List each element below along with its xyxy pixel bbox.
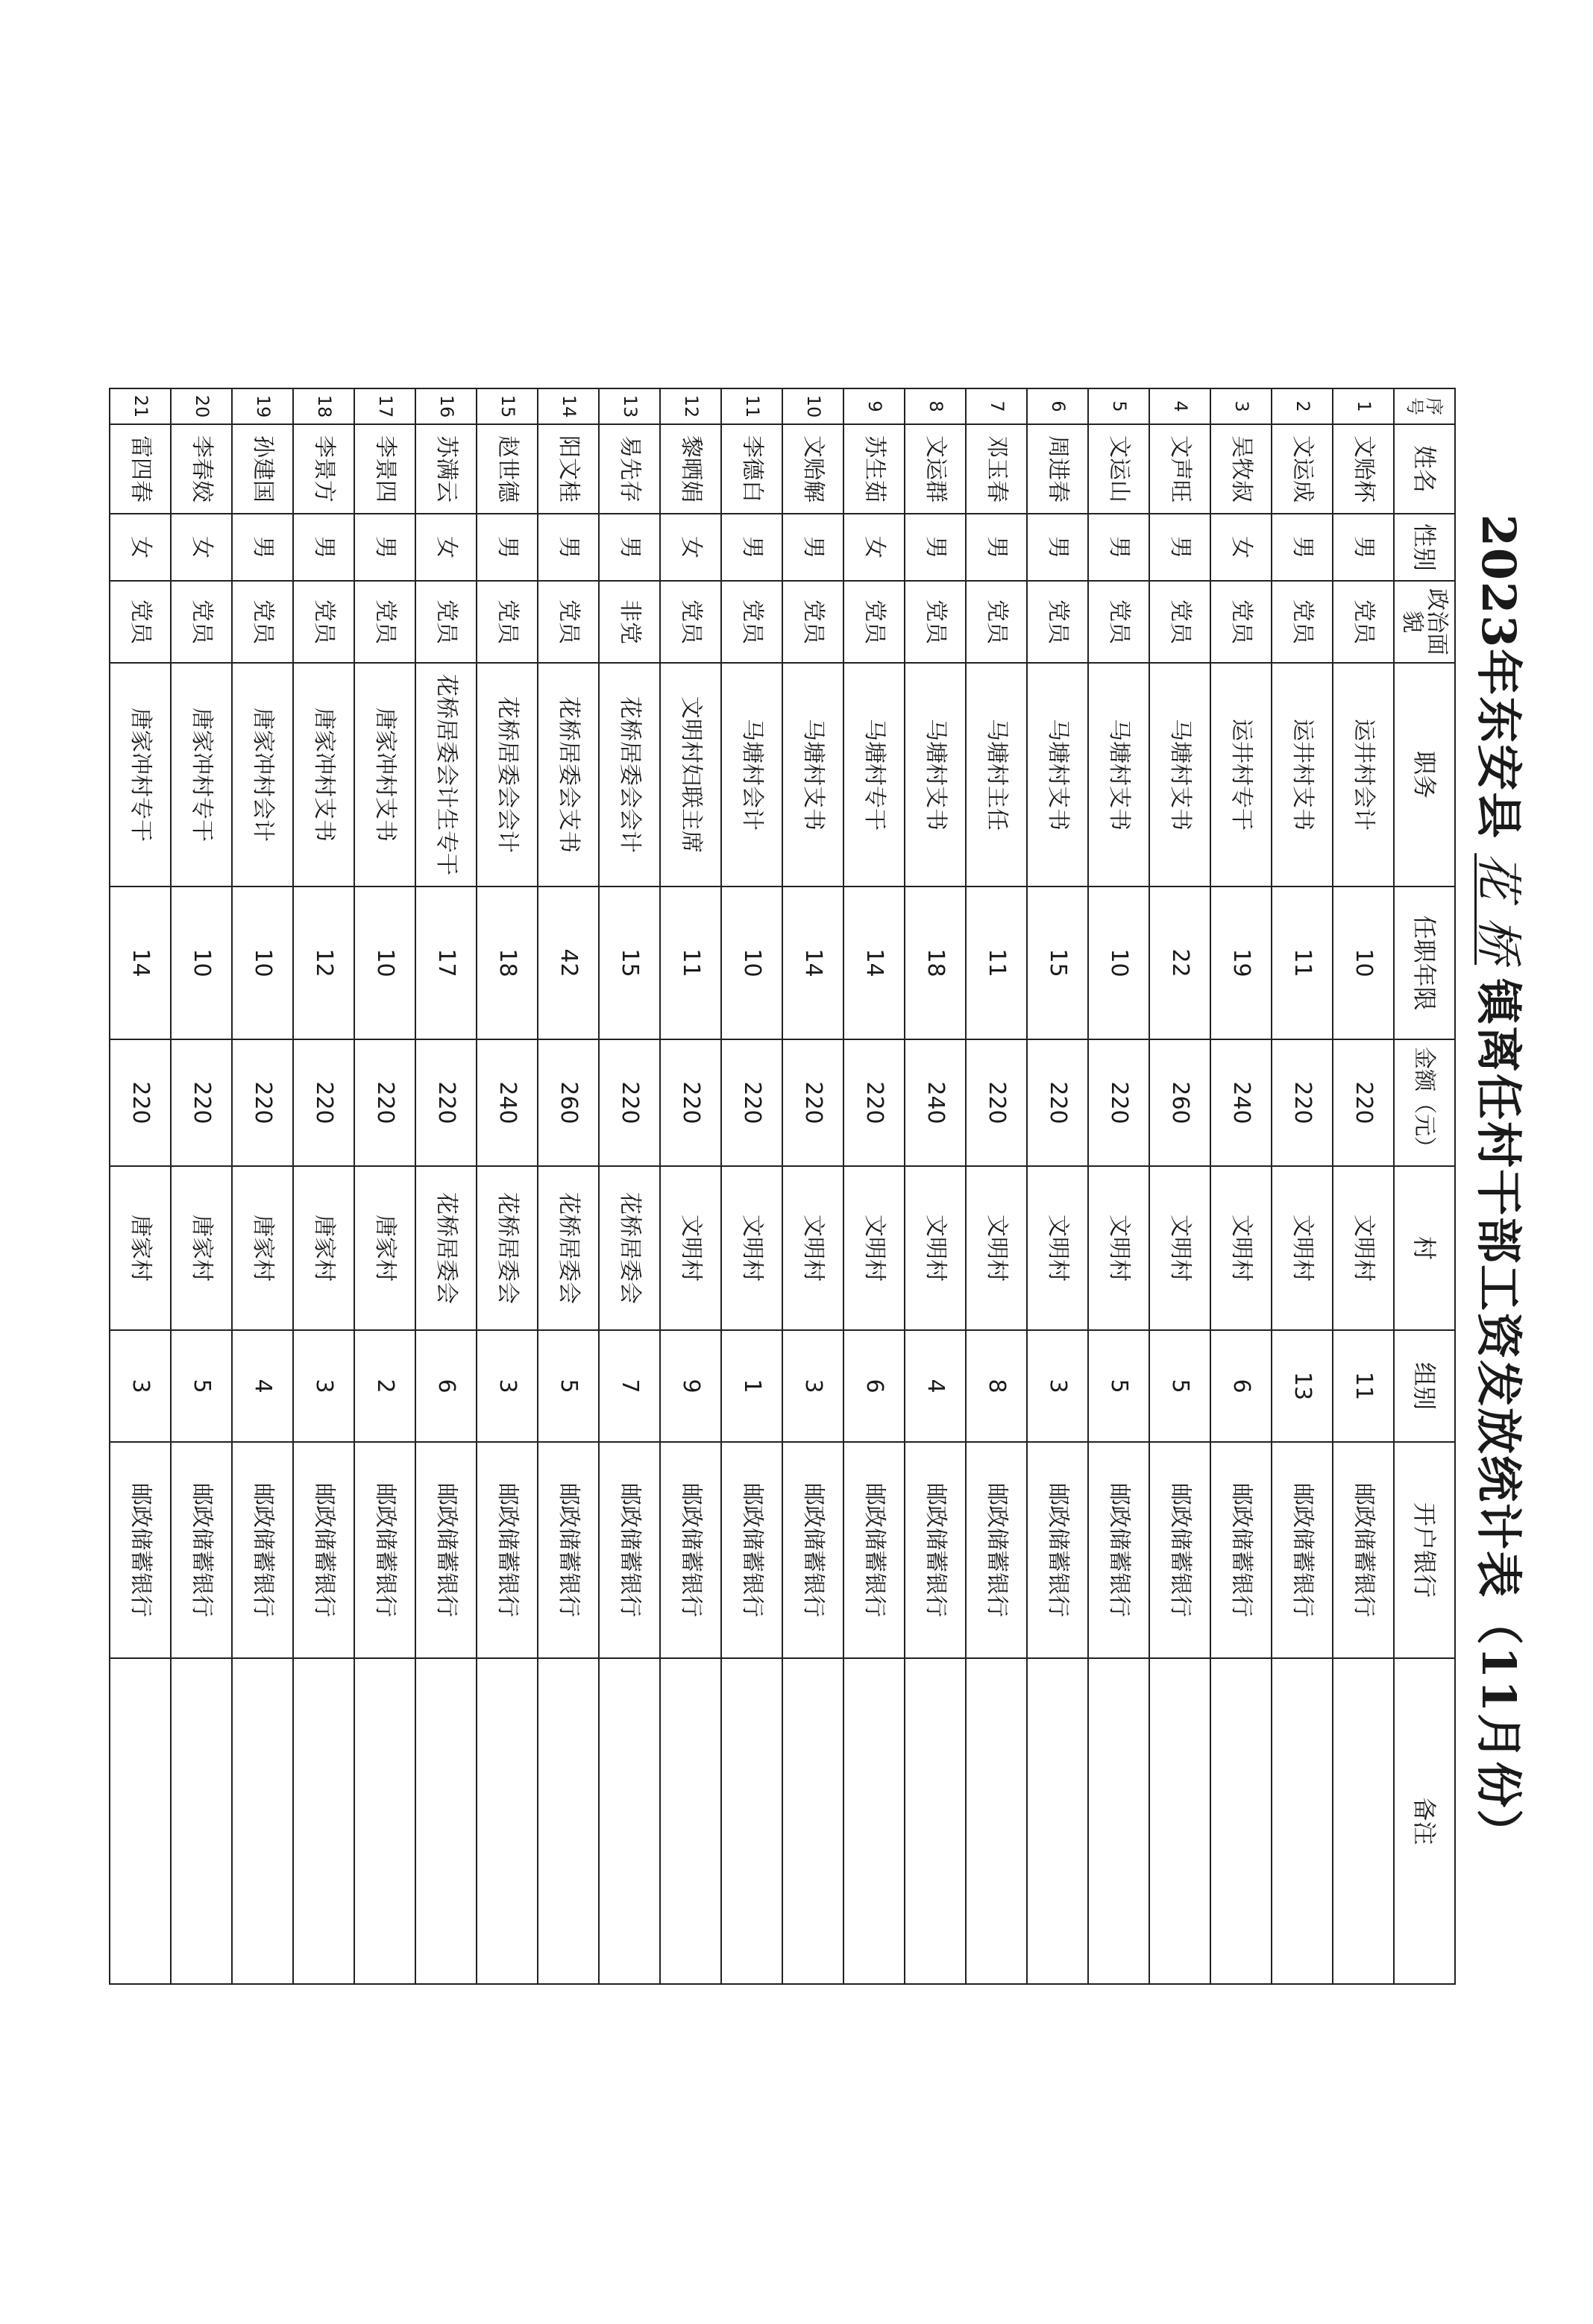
cell-political: 党员	[1210, 581, 1272, 663]
cell-village: 唐家村	[293, 1166, 354, 1330]
cell-gender: 男	[782, 514, 843, 581]
cell-village: 唐家村	[171, 1166, 232, 1330]
cell-village: 文明村	[660, 1166, 721, 1330]
header-duty: 职务	[1394, 663, 1455, 887]
cell-note	[1333, 1658, 1394, 1984]
cell-seq: 15	[477, 388, 538, 424]
header-seq: 序号	[1394, 388, 1455, 424]
cell-amount: 220	[966, 1039, 1027, 1166]
cell-gender: 女	[843, 514, 905, 581]
table-row	[415, 388, 477, 1984]
cell-note	[354, 1658, 415, 1984]
table-body	[110, 388, 1394, 1984]
cell-political: 党员	[782, 581, 843, 663]
rotated-sheet	[45, 388, 1544, 1983]
cell-seq: 3	[1210, 388, 1272, 424]
cell-note	[782, 1658, 843, 1984]
cell-village: 花桥居委会	[415, 1166, 477, 1330]
cell-seq: 5	[1088, 388, 1149, 424]
cell-gender: 男	[293, 514, 354, 581]
cell-political: 党员	[477, 581, 538, 663]
cell-village: 文明村	[1027, 1166, 1088, 1330]
cell-duty: 马塘村支书	[1088, 663, 1149, 887]
table-row	[110, 388, 171, 1984]
cell-amount: 260	[538, 1039, 599, 1166]
cell-village: 文明村	[1149, 1166, 1210, 1330]
cell-duty: 花桥居委会会计	[599, 663, 660, 887]
table-row	[782, 388, 843, 1984]
cell-bank: 邮政储蓄银行	[905, 1442, 966, 1658]
cell-village: 唐家村	[354, 1166, 415, 1330]
cell-note	[1027, 1658, 1088, 1984]
cell-political: 党员	[171, 581, 232, 663]
cell-political: 党员	[843, 581, 905, 663]
table-row	[477, 388, 538, 1984]
cell-seq: 17	[354, 388, 415, 424]
header-group: 组别	[1394, 1330, 1455, 1442]
cell-gender: 女	[415, 514, 477, 581]
cell-name: 文声旺	[1149, 424, 1210, 514]
cell-years: 10	[354, 887, 415, 1039]
cell-name: 吴牧叔	[1210, 424, 1272, 514]
cell-note	[477, 1658, 538, 1984]
cell-group: 1	[721, 1330, 782, 1442]
cell-years: 10	[1333, 887, 1394, 1039]
table-row	[660, 388, 721, 1984]
cell-bank: 邮政储蓄银行	[843, 1442, 905, 1658]
cell-seq: 1	[1333, 388, 1394, 424]
cell-name: 苏生茹	[843, 424, 905, 514]
cell-bank: 邮政储蓄银行	[1149, 1442, 1210, 1658]
cell-note	[966, 1658, 1027, 1984]
cell-group: 5	[171, 1330, 232, 1442]
cell-group: 2	[354, 1330, 415, 1442]
cell-name: 苏满云	[415, 424, 477, 514]
cell-amount: 220	[293, 1039, 354, 1166]
cell-note	[905, 1658, 966, 1984]
table-row	[1210, 388, 1272, 1984]
table-row	[538, 388, 599, 1984]
cell-political: 党员	[660, 581, 721, 663]
cell-village: 文明村	[843, 1166, 905, 1330]
cell-political: 党员	[232, 581, 293, 663]
cell-duty: 花桥居委会支书	[538, 663, 599, 887]
cell-duty: 唐家冲村支书	[293, 663, 354, 887]
cell-bank: 邮政储蓄银行	[1272, 1442, 1333, 1658]
cell-bank: 邮政储蓄银行	[1333, 1442, 1394, 1658]
cell-village: 文明村	[1210, 1166, 1272, 1330]
cell-group: 3	[782, 1330, 843, 1442]
cell-name: 赵世德	[477, 424, 538, 514]
cell-note	[721, 1658, 782, 1984]
cell-amount: 220	[843, 1039, 905, 1166]
header-village: 村	[1394, 1166, 1455, 1330]
cell-years: 10	[232, 887, 293, 1039]
cell-note	[171, 1658, 232, 1984]
cell-gender: 男	[599, 514, 660, 581]
table-row	[1272, 388, 1333, 1984]
cell-political: 党员	[538, 581, 599, 663]
cell-village: 文明村	[721, 1166, 782, 1330]
cell-duty: 花桥居委会计生专干	[415, 663, 477, 887]
cell-note	[293, 1658, 354, 1984]
cell-duty: 马塘村专干	[843, 663, 905, 887]
cell-political: 党员	[1333, 581, 1394, 663]
cell-village: 文明村	[1333, 1166, 1394, 1330]
cell-gender: 男	[538, 514, 599, 581]
cell-bank: 邮政储蓄银行	[966, 1442, 1027, 1658]
cell-duty: 马塘村支书	[905, 663, 966, 887]
cell-group: 6	[1210, 1330, 1272, 1442]
cell-group: 6	[843, 1330, 905, 1442]
cell-political: 党员	[721, 581, 782, 663]
cell-seq: 4	[1149, 388, 1210, 424]
header-amount: 金额（元）	[1394, 1039, 1455, 1166]
cell-group: 7	[599, 1330, 660, 1442]
cell-note	[538, 1658, 599, 1984]
cell-note	[110, 1658, 171, 1984]
cell-bank: 邮政储蓄银行	[1210, 1442, 1272, 1658]
cell-seq: 2	[1272, 388, 1333, 424]
cell-duty: 唐家冲村专干	[110, 663, 171, 887]
cell-amount: 260	[1149, 1039, 1210, 1166]
table-row	[1149, 388, 1210, 1984]
cell-name: 文运山	[1088, 424, 1149, 514]
cell-name: 孙建国	[232, 424, 293, 514]
table-row	[1333, 388, 1394, 1984]
header-name: 姓名	[1394, 424, 1455, 514]
cell-amount: 220	[599, 1039, 660, 1166]
cell-group: 3	[1027, 1330, 1088, 1442]
cell-political: 党员	[966, 581, 1027, 663]
cell-name: 李春姣	[171, 424, 232, 514]
cell-years: 14	[782, 887, 843, 1039]
cell-amount: 220	[721, 1039, 782, 1166]
cell-years: 11	[660, 887, 721, 1039]
cell-gender: 男	[1149, 514, 1210, 581]
cell-years: 11	[966, 887, 1027, 1039]
table-row	[354, 388, 415, 1984]
cell-bank: 邮政储蓄银行	[538, 1442, 599, 1658]
cell-name: 文贻杯	[1333, 424, 1394, 514]
cell-village: 文明村	[966, 1166, 1027, 1330]
cell-political: 党员	[354, 581, 415, 663]
cell-group: 3	[293, 1330, 354, 1442]
cell-years: 22	[1149, 887, 1210, 1039]
cell-note	[1210, 1658, 1272, 1984]
cell-seq: 19	[232, 388, 293, 424]
cell-name: 易先存	[599, 424, 660, 514]
cell-political: 党员	[415, 581, 477, 663]
cell-gender: 男	[1333, 514, 1394, 581]
table-row	[232, 388, 293, 1984]
cell-group: 8	[966, 1330, 1027, 1442]
cell-amount: 220	[1088, 1039, 1149, 1166]
table-row	[1088, 388, 1149, 1984]
table-row	[905, 388, 966, 1984]
cell-group: 4	[905, 1330, 966, 1442]
cell-note	[843, 1658, 905, 1984]
table-header-row	[1394, 388, 1455, 1984]
header-note: 备注	[1394, 1658, 1455, 1984]
cell-duty: 花桥居委会会计	[477, 663, 538, 887]
cell-village: 文明村	[1272, 1166, 1333, 1330]
title-suffix: 镇离任村干部工资发放统计表（11月份）	[1471, 978, 1527, 1857]
cell-bank: 邮政储蓄银行	[171, 1442, 232, 1658]
cell-group: 4	[232, 1330, 293, 1442]
cell-political: 党员	[1149, 581, 1210, 663]
cell-amount: 220	[354, 1039, 415, 1166]
cell-duty: 马塘村支书	[782, 663, 843, 887]
table-row	[599, 388, 660, 1984]
cell-name: 李景方	[293, 424, 354, 514]
cell-village: 花桥居委会	[599, 1166, 660, 1330]
cell-group: 5	[1088, 1330, 1149, 1442]
cell-political: 党员	[110, 581, 171, 663]
cell-duty: 马塘村会计	[721, 663, 782, 887]
cell-years: 14	[110, 887, 171, 1039]
cell-seq: 14	[538, 388, 599, 424]
cell-seq: 18	[293, 388, 354, 424]
cell-bank: 邮政储蓄银行	[232, 1442, 293, 1658]
table-row	[721, 388, 782, 1984]
cell-duty: 运井村支书	[1272, 663, 1333, 887]
cell-amount: 240	[905, 1039, 966, 1166]
cell-years: 14	[843, 887, 905, 1039]
cell-gender: 女	[110, 514, 171, 581]
cell-group: 9	[660, 1330, 721, 1442]
cell-group: 3	[477, 1330, 538, 1442]
cell-seq: 10	[782, 388, 843, 424]
cell-political: 党员	[905, 581, 966, 663]
cell-seq: 9	[843, 388, 905, 424]
cell-seq: 12	[660, 388, 721, 424]
cell-note	[232, 1658, 293, 1984]
cell-years: 42	[538, 887, 599, 1039]
cell-bank: 邮政储蓄银行	[1027, 1442, 1088, 1658]
cell-name: 文运群	[905, 424, 966, 514]
cell-years: 15	[599, 887, 660, 1039]
cell-group: 13	[1272, 1330, 1333, 1442]
cell-gender: 男	[1027, 514, 1088, 581]
cell-seq: 11	[721, 388, 782, 424]
cell-seq: 21	[110, 388, 171, 424]
cell-years: 12	[293, 887, 354, 1039]
cell-note	[415, 1658, 477, 1984]
cell-group: 6	[415, 1330, 477, 1442]
cell-amount: 220	[1333, 1039, 1394, 1166]
cell-duty: 马塘村支书	[1149, 663, 1210, 887]
cell-duty: 马塘村支书	[1027, 663, 1088, 887]
cell-gender: 女	[1210, 514, 1272, 581]
cell-amount: 240	[477, 1039, 538, 1166]
cell-bank: 邮政储蓄银行	[782, 1442, 843, 1658]
cell-village: 花桥居委会	[538, 1166, 599, 1330]
cell-years: 10	[171, 887, 232, 1039]
cell-bank: 邮政储蓄银行	[293, 1442, 354, 1658]
cell-political: 党员	[1088, 581, 1149, 663]
header-bank: 开户银行	[1394, 1442, 1455, 1658]
cell-gender: 男	[232, 514, 293, 581]
table-row	[171, 388, 232, 1984]
cell-bank: 邮政储蓄银行	[415, 1442, 477, 1658]
cell-name: 周进春	[1027, 424, 1088, 514]
cell-seq: 16	[415, 388, 477, 424]
cell-years: 18	[905, 887, 966, 1039]
cell-years: 11	[1272, 887, 1333, 1039]
cell-political: 党员	[1027, 581, 1088, 663]
cell-years: 19	[1210, 887, 1272, 1039]
cell-name: 雷四春	[110, 424, 171, 514]
header-political: 政治面貌	[1394, 581, 1455, 663]
cell-amount: 220	[232, 1039, 293, 1166]
title-town: 花 桥	[1471, 853, 1527, 965]
cell-duty: 唐家冲村支书	[354, 663, 415, 887]
cell-gender: 男	[1088, 514, 1149, 581]
cell-amount: 240	[1210, 1039, 1272, 1166]
cell-bank: 邮政储蓄银行	[110, 1442, 171, 1658]
cell-political: 非党	[599, 581, 660, 663]
cell-note	[1149, 1658, 1210, 1984]
cell-duty: 运井村专干	[1210, 663, 1272, 887]
table-row	[1027, 388, 1088, 1984]
cell-name: 李德白	[721, 424, 782, 514]
cell-years: 10	[721, 887, 782, 1039]
page-title	[1462, 388, 1544, 1983]
cell-seq: 13	[599, 388, 660, 424]
cell-gender: 男	[477, 514, 538, 581]
cell-village: 唐家村	[232, 1166, 293, 1330]
cell-gender: 女	[660, 514, 721, 581]
title-prefix: 2023年东安县	[1471, 514, 1527, 840]
wage-table	[109, 388, 1456, 1985]
cell-gender: 女	[171, 514, 232, 581]
cell-village: 花桥居委会	[477, 1166, 538, 1330]
cell-gender: 男	[354, 514, 415, 581]
cell-village: 文明村	[1088, 1166, 1149, 1330]
cell-amount: 220	[660, 1039, 721, 1166]
cell-group: 5	[538, 1330, 599, 1442]
cell-seq: 8	[905, 388, 966, 424]
cell-name: 文运成	[1272, 424, 1333, 514]
cell-duty: 马塘村主任	[966, 663, 1027, 887]
cell-bank: 邮政储蓄银行	[354, 1442, 415, 1658]
cell-years: 10	[1088, 887, 1149, 1039]
cell-amount: 220	[1272, 1039, 1333, 1166]
cell-seq: 6	[1027, 388, 1088, 424]
cell-gender: 男	[966, 514, 1027, 581]
cell-bank: 邮政储蓄银行	[477, 1442, 538, 1658]
cell-political: 党员	[293, 581, 354, 663]
cell-group: 11	[1333, 1330, 1394, 1442]
cell-amount: 220	[415, 1039, 477, 1166]
cell-years: 18	[477, 887, 538, 1039]
table-row	[293, 388, 354, 1984]
cell-seq: 7	[966, 388, 1027, 424]
cell-gender: 男	[721, 514, 782, 581]
cell-political: 党员	[1272, 581, 1333, 663]
cell-duty: 唐家冲村会计	[232, 663, 293, 887]
cell-gender: 男	[1272, 514, 1333, 581]
cell-name: 黎晒娟	[660, 424, 721, 514]
cell-group: 3	[110, 1330, 171, 1442]
cell-years: 15	[1027, 887, 1088, 1039]
cell-name: 李景四	[354, 424, 415, 514]
header-gender: 性别	[1394, 514, 1455, 581]
cell-amount: 220	[171, 1039, 232, 1166]
cell-name: 邓玉春	[966, 424, 1027, 514]
cell-note	[660, 1658, 721, 1984]
cell-village: 唐家村	[110, 1166, 171, 1330]
cell-bank: 邮政储蓄银行	[721, 1442, 782, 1658]
cell-gender: 男	[905, 514, 966, 581]
cell-bank: 邮政储蓄银行	[599, 1442, 660, 1658]
cell-amount: 220	[1027, 1039, 1088, 1166]
cell-bank: 邮政储蓄银行	[1088, 1442, 1149, 1658]
header-years: 任职年限	[1394, 887, 1455, 1039]
cell-village: 文明村	[905, 1166, 966, 1330]
cell-seq: 20	[171, 388, 232, 424]
table-row	[843, 388, 905, 1984]
cell-name: 阳文桂	[538, 424, 599, 514]
cell-amount: 220	[110, 1039, 171, 1166]
cell-note	[1272, 1658, 1333, 1984]
cell-duty: 文明村妇联主席	[660, 663, 721, 887]
cell-group: 5	[1149, 1330, 1210, 1442]
cell-bank: 邮政储蓄银行	[660, 1442, 721, 1658]
cell-amount: 220	[782, 1039, 843, 1166]
table-row	[966, 388, 1027, 1984]
cell-name: 文贻解	[782, 424, 843, 514]
cell-note	[1088, 1658, 1149, 1984]
cell-village: 文明村	[782, 1166, 843, 1330]
cell-duty: 唐家冲村专干	[171, 663, 232, 887]
cell-duty: 运井村会计	[1333, 663, 1394, 887]
cell-years: 17	[415, 887, 477, 1039]
cell-note	[599, 1658, 660, 1984]
